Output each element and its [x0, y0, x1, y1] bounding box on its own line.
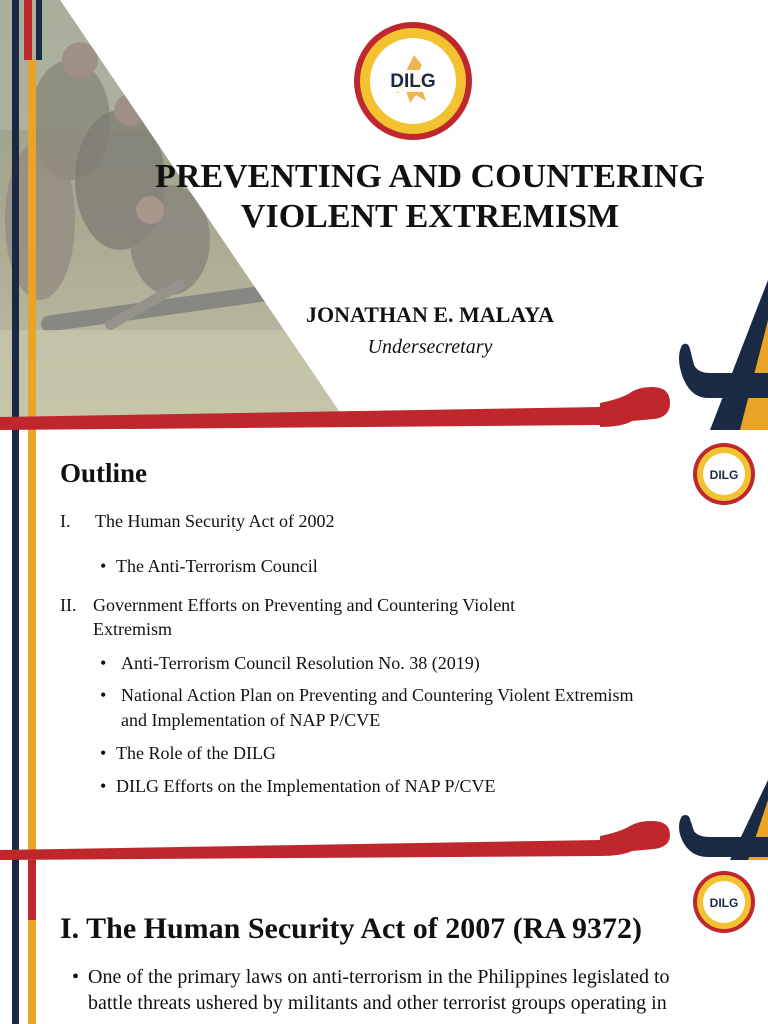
red-sweep — [0, 385, 680, 430]
bullet-icon: • — [100, 743, 107, 763]
outline-heading: Outline — [60, 458, 148, 488]
bullet-icon: • — [72, 966, 80, 988]
logo-text: DILG — [709, 468, 739, 482]
sidebar-stripes — [0, 860, 46, 1024]
outline-subitem: DILG Efforts on the Implementation of NAP P/CVE — [116, 776, 496, 796]
sidebar-stripes — [0, 0, 46, 430]
logo-text: DILG — [390, 71, 436, 92]
outline-subitem: The Anti-Terrorism Council — [116, 556, 318, 576]
red-sweep — [0, 820, 680, 860]
section-heading: I. The Human Security Act of 2007 (RA 9372) — [60, 912, 642, 945]
dilg-seal-icon — [692, 870, 756, 934]
outline-subitem: National Action Plan on Preventing and Countering Violent Extremism — [121, 685, 634, 705]
bullet-icon: • — [100, 556, 107, 576]
outline-item-cont: Extremism — [93, 619, 172, 639]
hsa-slide — [0, 860, 768, 1024]
bullet-icon: • — [100, 685, 107, 705]
item-number: I. — [60, 511, 71, 531]
sidebar-stripes — [0, 430, 46, 860]
outline-subitem-cont: and Implementation of NAP P/CVE — [121, 710, 381, 730]
raised-fist-icon — [600, 387, 670, 427]
bullet-icon: • — [100, 776, 107, 796]
slide-title-line2: VIOLENT EXTREMISM — [240, 198, 620, 235]
item-number: II. — [60, 595, 77, 615]
outline-item: Government Efforts on Preventing and Countering Violent — [93, 595, 516, 615]
raised-fist-icon — [600, 821, 670, 856]
outline-subitem: The Role of the DILG — [116, 743, 276, 763]
outline-item: The Human Security Act of 2002 — [95, 511, 335, 531]
paragraph-line: One of the primary laws on anti-terrorism in the Philippines legislated to — [88, 966, 670, 988]
outline-subitem: Anti-Terrorism Council Resolution No. 38 (2019) — [121, 653, 480, 673]
logo-text: DILG — [709, 896, 739, 910]
paragraph-line: battle threats ushered by militants and other terrorist groups operating in — [88, 992, 667, 1014]
slide-title-line1: PREVENTING AND COUNTERING — [155, 158, 705, 195]
outline-slide — [0, 430, 768, 860]
dilg-seal-icon — [352, 20, 474, 142]
presenter-name: JONATHAN E. MALAYA — [306, 302, 554, 327]
dilg-seal-icon — [692, 442, 756, 506]
bullet-icon: • — [100, 653, 107, 673]
presenter-role: Undersecretary — [367, 336, 493, 358]
title-slide — [0, 0, 768, 430]
